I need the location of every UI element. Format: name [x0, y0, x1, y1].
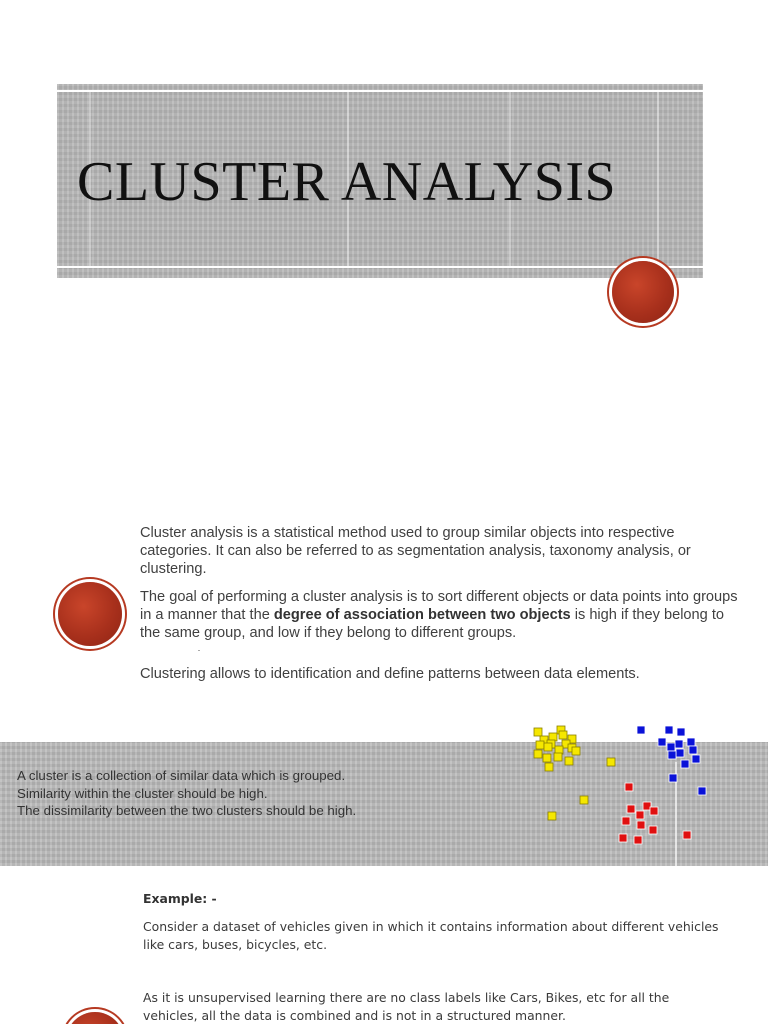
scatter-point	[650, 807, 658, 815]
definition-line: The dissimilarity between the two clusters should be high.	[17, 803, 357, 818]
scatter-point	[625, 783, 633, 791]
scatter-point	[619, 834, 627, 842]
scatter-point	[681, 760, 689, 768]
scatter-point	[689, 746, 697, 754]
banner-seam	[657, 92, 659, 266]
scatter-point	[634, 836, 642, 844]
scatter-point	[667, 743, 675, 751]
scatter-point	[692, 755, 700, 763]
definition-line: Similarity within the cluster should be high.	[17, 785, 268, 801]
scatter-point	[545, 763, 553, 771]
scatter-point	[698, 787, 706, 795]
scatter-point	[687, 738, 695, 746]
scatter-point	[622, 817, 630, 825]
scatter-point	[565, 757, 573, 765]
goal-paragraph	[140, 588, 746, 642]
scatter-point	[548, 812, 556, 820]
patterns-paragraph: Clustering allows to identification and define patterns between data elements.	[140, 666, 640, 682]
goal-text-start: The goal of performing a cluster analysis is to sort different objects or data points into groups in a manner that the	[140, 589, 738, 623]
example-paragraph: Consider a dataset of vehicles given in which it contains information about different vehicles like cars, buses, bicycles, etc.	[143, 919, 719, 952]
scatter-point	[534, 728, 542, 736]
example-paragraph: As it is unsupervised learning there are no class labels like Cars, Bikes, etc for all the vehicles, all the data is combined and is not in a structured manner.	[143, 990, 670, 1023]
scatter-point	[658, 738, 666, 746]
scatter-point	[627, 805, 635, 813]
goal-text-end: is high if they belong to the same group, and low if they belong to different groups.	[140, 607, 725, 641]
scatter-point	[559, 731, 567, 739]
scatter-point	[572, 747, 580, 755]
slide-title: CLUSTER ANALYSIS	[77, 151, 617, 213]
scatter-point	[675, 740, 683, 748]
scatter-point	[677, 728, 685, 736]
banner-top-rule	[57, 90, 703, 92]
scatter-point	[543, 754, 551, 762]
decorative-red-disc	[612, 261, 674, 323]
example-heading: Example: -	[143, 891, 217, 906]
scatter-point	[580, 796, 588, 804]
scatter-point	[649, 826, 657, 834]
decorative-red-disc	[58, 582, 122, 646]
goal-text-bold: degree of association between two objects	[273, 607, 571, 623]
scatter-point	[554, 753, 562, 761]
scatter-point	[665, 726, 673, 734]
stray-mark	[198, 650, 200, 651]
scatter-point	[544, 743, 552, 751]
scatter-point	[637, 726, 645, 734]
decorative-red-disc	[66, 1012, 124, 1024]
title-banner	[57, 84, 703, 278]
scatter-point	[669, 774, 677, 782]
scatter-point	[676, 749, 684, 757]
definition-line: A cluster is a collection of similar data which is grouped.	[17, 768, 346, 783]
scatter-point	[636, 811, 644, 819]
definition-lines	[17, 767, 356, 820]
scatter-point	[536, 741, 544, 749]
scatter-point	[607, 758, 615, 766]
scatter-point	[668, 751, 676, 759]
banner-bottom-rule	[57, 266, 703, 268]
scatter-point	[637, 821, 645, 829]
intro-paragraph: Cluster analysis is a statistical method used to group similar objects into respective categories. It can also be referred to as segmentation analysis, taxonomy analysis, or clustering.	[140, 525, 691, 577]
cluster-scatter-plot	[528, 722, 720, 866]
scatter-point	[534, 750, 542, 758]
scatter-point	[683, 831, 691, 839]
